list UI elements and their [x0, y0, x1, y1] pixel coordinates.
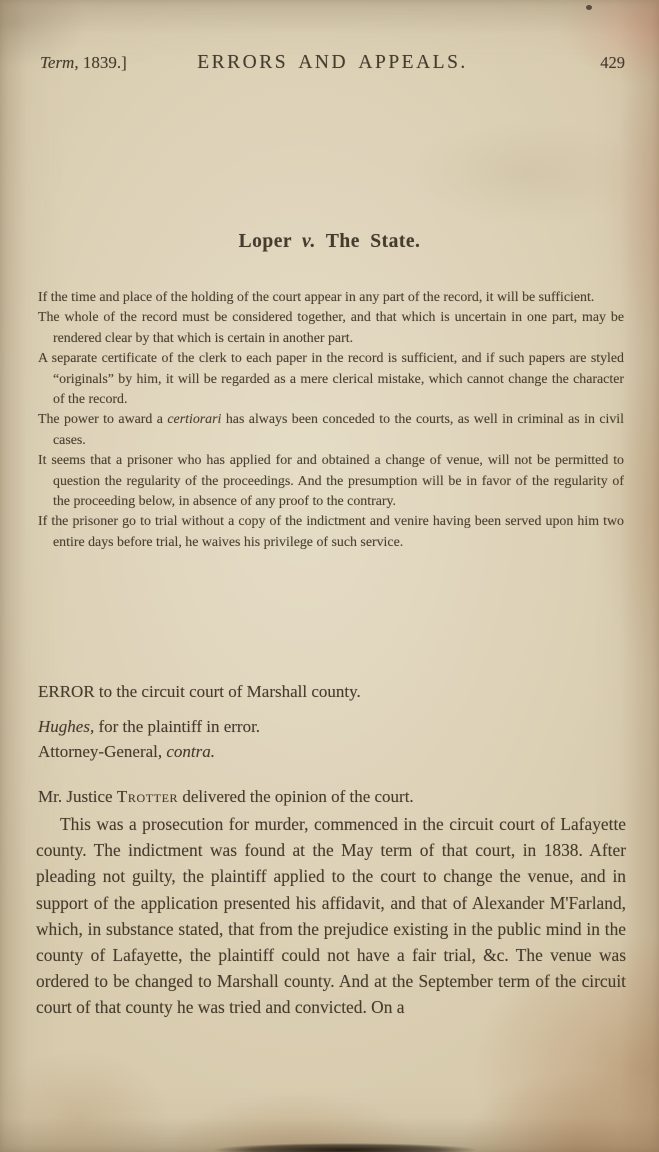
opinion-body-paragraph: This was a prosecution for murder, commenced in the circuit court of Lafayette county. The indictment was found at the May term of that court, in 1838. After pleading not guilty, the plaintiff applied to the court to change the venue, and in support of the application presented his affidavit, and that of Alexander M'Farland, which, in substance stated, that from the prejudice existing in the public mind in the county of Lafayette, the plaintiff could not have a fair trial, &c. The venue was ordered to be changed to Marshall county. And at the September term of the circuit court of that county he was tried and convicted. On a — [36, 814, 626, 1018]
headnote-4-latin-term: certiorari — [167, 412, 222, 428]
case-title — [0, 231, 659, 253]
headnote-4-text: The power to award a — [38, 412, 168, 428]
term-label — [40, 53, 190, 73]
headnote-4-text-cont: has always been conceded to the courts, as well in criminal as in civil cases. — [53, 412, 625, 448]
page-number: 429 — [600, 53, 625, 72]
counsel-plaintiff — [38, 715, 260, 740]
counsel-plaintiff-name: Hughes, — [38, 717, 95, 736]
counsel-defendant-name: Attorney-General, — [38, 741, 167, 761]
headnote-6 — [38, 512, 624, 553]
headnote-1 — [38, 288, 624, 308]
counsel-defendant-role: contra. — [166, 741, 216, 761]
attribution-prefix: Mr. Justice — [38, 787, 117, 806]
headnote-6-text: If the prisoner go to trial without a copy of the indictment and venire having been served upon him two entire days before trial, he waives his privilege of such service. — [38, 514, 624, 550]
case-title-versus: v. — [302, 231, 316, 252]
term-year: 1839.] — [78, 53, 127, 72]
opinion-attribution — [38, 787, 414, 807]
ink-speck — [586, 5, 592, 10]
headnote-5-text: It seems that a prisoner who has applied for and obtained a change of venue, will not be permitted to question the regularity of the proceedings. And the presumption will be in favor of the regularity of the proceeding below, in absence of any proof to the contrary. — [38, 453, 624, 510]
headnote-2 — [38, 308, 624, 349]
page-header — [40, 52, 625, 74]
case-title-party2: The State. — [315, 231, 421, 252]
headnote-5 — [38, 451, 624, 512]
counsel-plaintiff-role: for the plaintiff in error. — [94, 717, 261, 736]
counsel-block — [38, 715, 260, 764]
headnotes-block — [38, 288, 624, 553]
justice-name: Trotter — [116, 787, 179, 806]
attribution-suffix: delivered the opinion of the court. — [178, 787, 414, 806]
headnote-3 — [38, 349, 624, 410]
headnote-4 — [38, 410, 624, 451]
headnote-1-text: If the time and place of the holding of the court appear in any part of the record, it will be sufficient. — [38, 290, 595, 305]
term-word: Term, — [40, 53, 79, 72]
counsel-defendant — [38, 740, 260, 765]
error-to-court-line: ERROR to the circuit court of Marshall county. — [38, 682, 361, 701]
headnote-2-text: The whole of the record must be considered together, and that which is uncertain in one part, may be rendered clear by that which is certain in another part. — [38, 310, 624, 346]
headnote-3-text: A separate certificate of the clerk to each paper in the record is sufficient, and if such papers are styled “originals” by him, it will be regarded as a mere clerical mistake, which cannot change the character of the record. — [38, 351, 624, 408]
running-title: ERRORS AND APPEALS. — [197, 52, 468, 73]
case-title-party1: Loper — [238, 231, 303, 252]
